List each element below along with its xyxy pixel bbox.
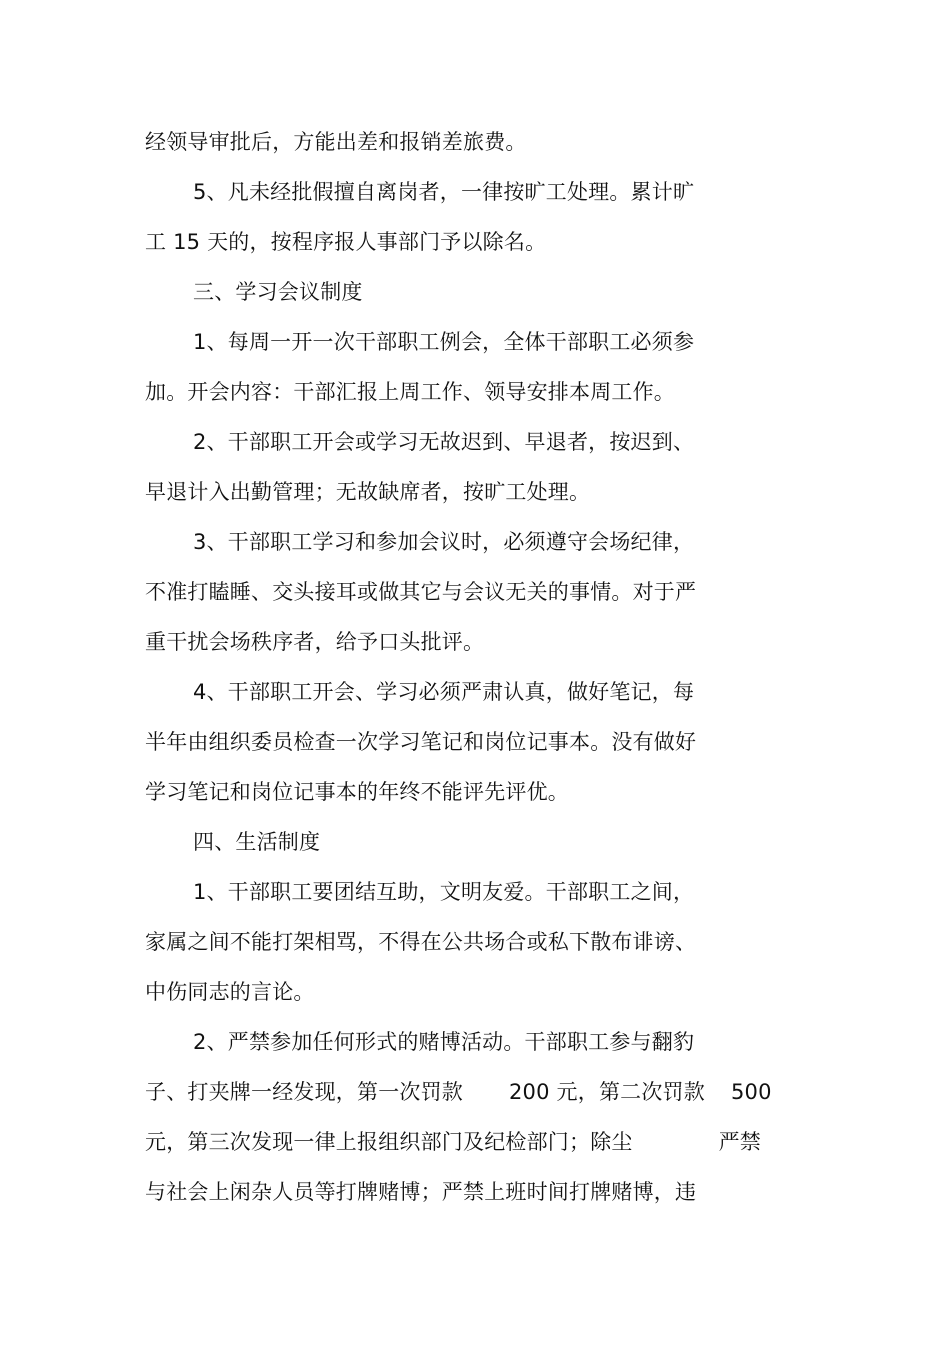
text-line: 半年由组织委员检查一次学习笔记和岗位记事本。没有做好: [145, 730, 697, 754]
text-line: [145, 1077, 772, 1107]
text-line: 重干扰会场秩序者，给予口头批评。: [145, 630, 485, 654]
text-line: 2、干部职工开会或学习无故迟到、早退者，按迟到、: [193, 430, 695, 454]
text-line: 1、每周一开一次干部职工例会，全体干部职工必须参: [193, 330, 695, 354]
section-heading: 四、生活制度: [193, 830, 321, 854]
text-line: 3、干部职工学习和参加会议时，必须遵守会场纪律，: [193, 530, 695, 554]
text-line: 与社会上闲杂人员等打牌赌博；严禁上班时间打牌赌博，违: [145, 1180, 697, 1204]
text-line: 5、凡未经批假擅自离岗者，一律按旷工处理。累计旷: [193, 180, 695, 204]
text-line: 中伤同志的言论。: [145, 980, 315, 1004]
text-segment: 子、打夹牌一经发现，第一次罚款: [145, 1080, 463, 1104]
text-segment: 元，第三次发现一律上报组织部门及纪检部门；除尘: [145, 1130, 633, 1154]
text-segment: 200 元，第二次罚款: [509, 1080, 705, 1104]
text-segment: 严禁: [718, 1130, 762, 1154]
text-line: 不准打瞌睡、交头接耳或做其它与会议无关的事情。对于严: [145, 580, 697, 604]
text-line: 学习笔记和岗位记事本的年终不能评先评优。: [145, 780, 569, 804]
text-line: 1、干部职工要团结互助，文明友爱。干部职工之间，: [193, 880, 695, 904]
text-line: 家属之间不能打架相骂，不得在公共场合或私下散布诽谤、: [145, 930, 697, 954]
text-line: 4、干部职工开会、学习必须严肃认真，做好笔记，每: [193, 680, 695, 704]
section-heading: 三、学习会议制度: [193, 280, 363, 304]
text-line: 经领导审批后，方能出差和报销差旅费。: [145, 130, 527, 154]
text-line: 加。开会内容：干部汇报上周工作、领导安排本周工作。: [145, 380, 675, 404]
text-line: [145, 1127, 761, 1157]
text-segment: 500: [730, 1080, 772, 1104]
text-line: 2、严禁参加任何形式的赌博活动。干部职工参与翻豹: [193, 1030, 695, 1054]
text-line: 工 15 天的，按程序报人事部门予以除名。: [145, 230, 547, 254]
text-line: 早退计入出勤管理；无故缺席者，按旷工处理。: [145, 480, 591, 504]
